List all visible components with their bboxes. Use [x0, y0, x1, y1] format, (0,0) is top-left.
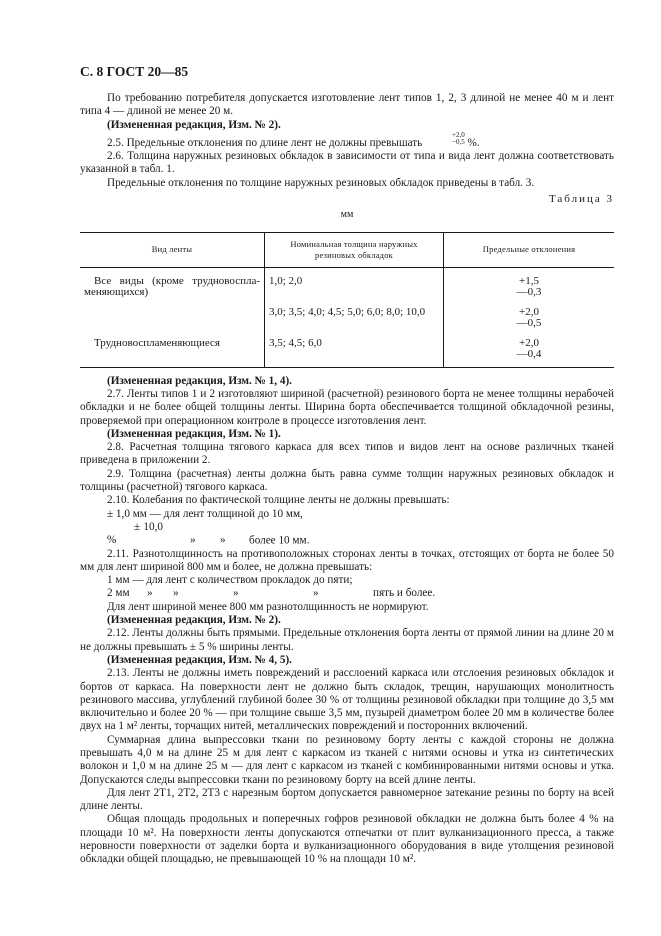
dev-plus: +2,0 [519, 305, 539, 318]
amendment-note: (Измененная редакция, Изм. № 2). [107, 614, 281, 627]
cell-deviation [444, 267, 615, 299]
tolerance-upper: +2,0 [452, 130, 465, 139]
paragraph-2-11: 2.11. Разнотолщинность на противоположных сторонах ленты в точках, отстоящих от борта не более 50 мм для лент шириной 800 мм и более, не должна превышать: [80, 547, 614, 573]
table-row [80, 330, 614, 368]
cell-thickness: 3,0; 3,5; 4,0; 4,5; 5,0; 6,0; 8,0; 10,0 [265, 299, 444, 330]
cell-deviation [444, 330, 615, 368]
amendment-note: (Измененная редакция, Изм. № 1). [107, 427, 281, 440]
dev-minus: —0,5 [516, 317, 542, 330]
table-caption: Таблица 3 [548, 193, 614, 206]
paragraph-2-5 [80, 132, 614, 150]
paragraph: Для лент шириной менее 800 мм разнотолщинность не нормируют. [107, 600, 429, 613]
cell-deviation [444, 299, 615, 330]
paragraph-2-12: 2.12. Ленты должны быть прямыми. Предельные отклонения борта ленты от прямой линии на длине 20 м не должны превышать ± 5 % ширины ленты. [80, 627, 614, 653]
tolerance-fraction [425, 132, 465, 146]
list-item: 2 мм » » » » пять и более. [107, 587, 436, 600]
paragraph-2-7: 2.7. Ленты типов 1 и 2 изготовляют шириной (расчетной) резинового борта не менее толщины нерабочей обкладки и не более общей толщины ленты. Ширина борта обеспечивается толщиной обкладочной резины, проверяемой при операционном контроле в процессе изготовления лент. [80, 387, 614, 427]
dev-plus: +2,0 [519, 336, 539, 349]
page-content [80, 92, 614, 867]
table-3 [80, 232, 614, 368]
col-header-deviation: Предельные отклонения [444, 232, 615, 267]
amendment-note: (Измененная редакция, Изм. № 1, 4). [107, 374, 292, 387]
table-row [80, 299, 614, 330]
paragraph-2-10: 2.10. Колебания по фактической толщине ленты не должны превышать: [107, 494, 450, 507]
paragraph-2-6: 2.6. Толщина наружных резиновых обкладок в зависимости от типа и вида лент должна соответствовать указанной в табл. 1. [80, 150, 614, 176]
p25-text: 2.5. Предельные отклонения по длине лент не должны превышать [107, 136, 426, 149]
cell-thickness: 3,5; 4,5; 6,0 [265, 330, 444, 368]
paragraph: Предельные отклонения по толщине наружных резиновых обкладок приведены в табл. 3. [107, 176, 535, 189]
list-item: ± 1,0 мм — для лент толщиной до 10 мм, [107, 507, 303, 520]
paragraph-2-8: 2.8. Расчетная толщина тягового каркаса для всех типов и видов лент на основе различных тканей приведена в приложении 2. [80, 441, 614, 467]
list-item: ± 10,0 % » » более 10 мм. [107, 520, 310, 547]
cell-thickness: 1,0; 2,0 [265, 267, 444, 299]
paragraph: Для лент 2Т1, 2Т2, 2Т3 с нарезным бортом допускается равномерное затекание резины по борту на всей длине ленты. [80, 786, 614, 813]
col-header-kind: Вид ленты [80, 232, 265, 267]
table-unit: мм [340, 209, 354, 221]
dev-minus: —0,3 [516, 286, 542, 299]
table-row [80, 267, 614, 299]
table-header-row [80, 232, 614, 267]
cell-kind: Трудновоспламеняющиеся [80, 330, 265, 368]
p25-unit: %. [464, 136, 480, 149]
page-header: С. 8 ГОСТ 20—85 [80, 64, 189, 79]
tolerance-lower: −0,5 [452, 137, 465, 146]
dev-minus: —0,4 [516, 348, 542, 361]
cell-kind: Все виды (кроме трудновоспла-меняющихся) [80, 267, 265, 299]
amendment-note: (Измененная редакция, Изм. № 2). [107, 118, 281, 131]
col-header-thickness: Номинальная толщина наружных резиновых обкладок [265, 232, 444, 267]
paragraph-2-13: 2.13. Ленты не должны иметь повреждений и расслоений каркаса или отслоения резиновых обкладок и бортов от каркаса. На поверхности лент не должно быть складок, трещин, нарушающих монолитность резинового массива, углублений глубиной более 30 % от толщины резиновой обкладки при толщине до 3,5 мм включительно и более 20 % — при толщине свыше 3,5 мм, пузырей диаметром более 20 мм в количестве более двух на 1 м² ленты, торчащих нитей, металлических повреждений и посторонних включений. [80, 667, 614, 733]
amendment-note: (Измененная редакция, Изм. № 4, 5). [107, 653, 292, 666]
dev-plus: +1,5 [519, 274, 539, 287]
paragraph: Суммарная длина выпрессовки ткани по резиновому борту ленты с каждой стороны не должна превышать 4,0 м на длине 25 м для лент с каркасом из тканей с нитями основы и утка из синтетических волокон и 1,0 м на длине 25 м — для лент с каркасом из тканей с комбинированными нитями основы и утка. Допускаются следы выпрессовки ткани по резиновому борту на всей длине ленты. [80, 733, 614, 786]
paragraph: По требованию потребителя допускается изготовление лент типов 1, 2, 3 длиной не менее 40 м и лент типа 4 — длиной не менее 20 м. [80, 92, 614, 118]
paragraph-2-9: 2.9. Толщина (расчетная) ленты должна быть равна сумме толщин наружных резиновых обкладок и толщины (расчетной) тягового каркаса. [80, 467, 614, 494]
paragraph: Общая площадь продольных и поперечных гофров резиновой обкладки не должна быть более 4 % на площади 10 м². На поверхности ленты допускаются отпечатки от плит вулканизационного пресса, а также неровности поверхности от заделки борта и вулканизационного оборудования в виде утолщения резиновой обкладки общей площадью, не превышающей 10 % на площади 10 м². [80, 813, 614, 866]
list-item: 1 мм — для лент с количеством прокладок до пяти; [107, 574, 353, 587]
cell-kind [80, 299, 265, 330]
